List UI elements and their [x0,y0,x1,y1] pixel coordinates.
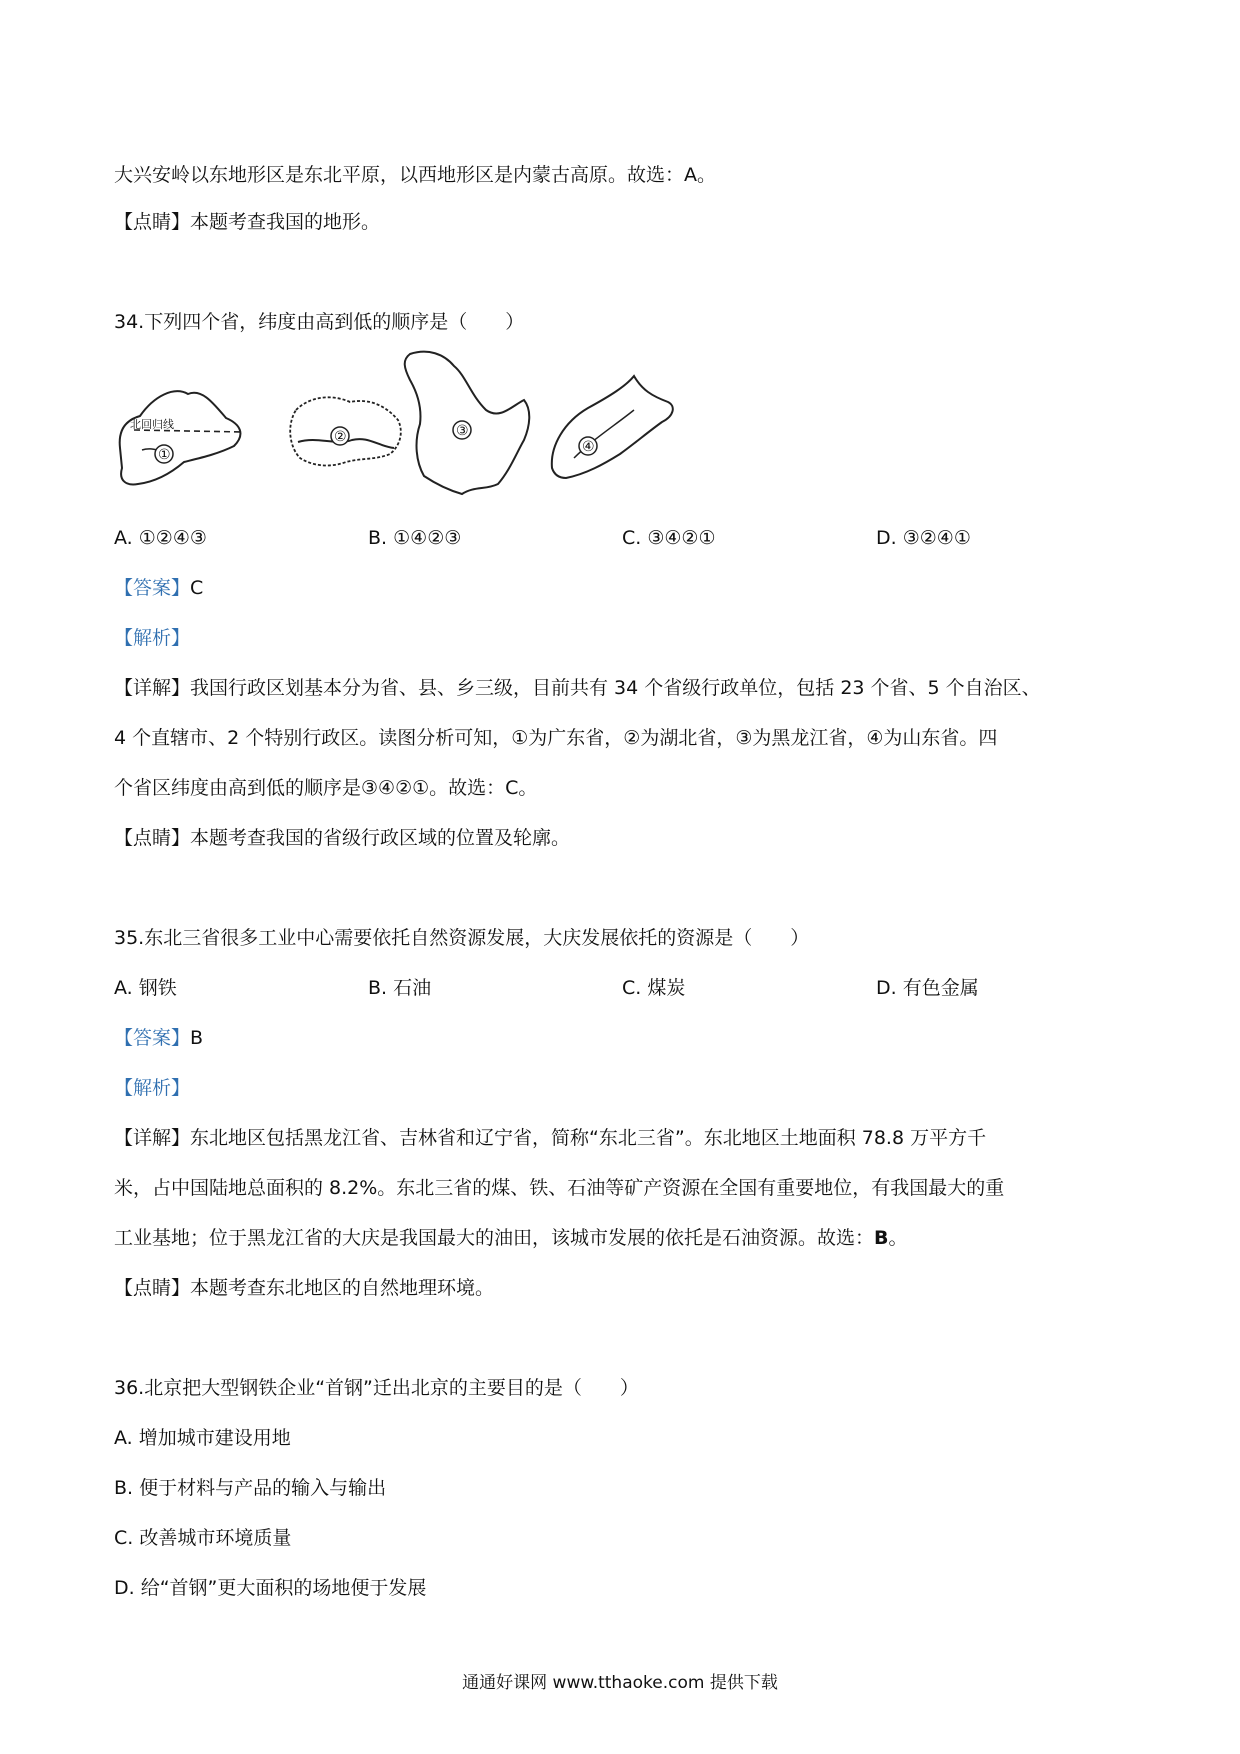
answer-tag: 【答案】 [114,577,191,599]
q35-option-a: A. 钢铁 [114,977,177,999]
q35-option-d: D. 有色金属 [876,977,979,999]
q35-detail-line-3: 工业基地；位于黑龙江省的大庆是我国最大的油田，该城市发展的依托是石油资源。故选：B。 [114,1227,908,1249]
answer-value: B [190,1027,204,1049]
q34-answer [114,573,203,603]
q36-option-a: A. 增加城市建设用地 [114,1427,291,1449]
q35-option-b: B. 石油 [368,977,432,999]
point-tag: 【点睛】 [114,1277,191,1299]
svg-text:②: ② [334,429,347,445]
province-maps [114,350,774,500]
q35-option-c: C. 煤炭 [622,977,686,999]
q34-option-c: C. ③④②① [622,527,716,549]
detail-tag: 【详解】 [114,677,191,699]
intro-line: 大兴安岭以东地形区是东北平原，以西地形区是内蒙古高原。故选：A。 [114,164,716,186]
marker-4 [579,437,597,455]
q34-stem: 34.下列四个省，纬度由高到低的顺序是（ ） [114,311,525,333]
svg-text:①: ① [158,447,171,463]
answer-tag: 【答案】 [114,1027,191,1049]
page-footer: 通通好课网 www.tthaoke.com 提供下载 [462,1673,778,1693]
q34-option-a: A. ①②④③ [114,527,207,549]
map-guangdong [120,391,244,484]
svg-text:④: ④ [582,439,595,455]
point-tag: 【点睛】 [114,211,191,233]
point-tag: 【点睛】 [114,827,191,849]
tropic-label: 北回归线 [130,418,174,431]
q34-detail-line-2: 4 个直辖市、2 个特别行政区。读图分析可知，①为广东省，②为湖北省，③为黑龙江省，④为山东省。四 [114,727,998,749]
q34-option-b: B. ①④②③ [368,527,462,549]
q34-analysis-tag: 【解析】 [114,627,191,649]
q36-option-d: D. 给“首钢”更大面积的场地便于发展 [114,1577,427,1599]
q36-stem: 36.北京把大型钢铁企业“首钢”迁出北京的主要目的是（ ） [114,1377,639,1399]
q35-detail-line-2: 米，占中国陆地总面积的 8.2%。东北三省的煤、铁、石油等矿产资源在全国有重要地位，有我国最大的重 [114,1177,1005,1199]
q35-answer [114,1023,203,1053]
marker-3 [453,421,471,439]
province-maps-svg [114,350,774,500]
intro-point [114,207,380,237]
q34-detail-line-1: 【详解】我国行政区划基本分为省、县、乡三级，目前共有 34 个省级行政单位，包括 23 个省、5 个自治区、 [114,677,1041,699]
q35-analysis-tag: 【解析】 [114,1077,191,1099]
svg-text:③: ③ [456,423,469,439]
q35-detail-line-1: 【详解】东北地区包括黑龙江省、吉林省和辽宁省，简称“东北三省”。东北地区土地面积 78.8 万平方千 [114,1127,987,1149]
q34-option-d: D. ③②④① [876,527,971,549]
q35-point: 【点睛】本题考查东北地区的自然地理环境。 [114,1277,495,1299]
answer-value: C [190,577,204,599]
marker-2 [331,427,349,445]
q34-point: 【点睛】本题考查我国的省级行政区域的位置及轮廓。 [114,827,571,849]
point-text: 本题考查我国的地形。 [190,211,381,233]
q36-option-c: C. 改善城市环境质量 [114,1527,292,1549]
q36-option-b: B. 便于材料与产品的输入与输出 [114,1477,387,1499]
detail-tag: 【详解】 [114,1127,191,1149]
q35-stem: 35.东北三省很多工业中心需要依托自然资源发展，大庆发展依托的资源是（ ） [114,927,810,949]
q34-detail-line-3: 个省区纬度由高到低的顺序是③④②①。故选：C。 [114,777,538,799]
marker-1 [155,445,173,463]
